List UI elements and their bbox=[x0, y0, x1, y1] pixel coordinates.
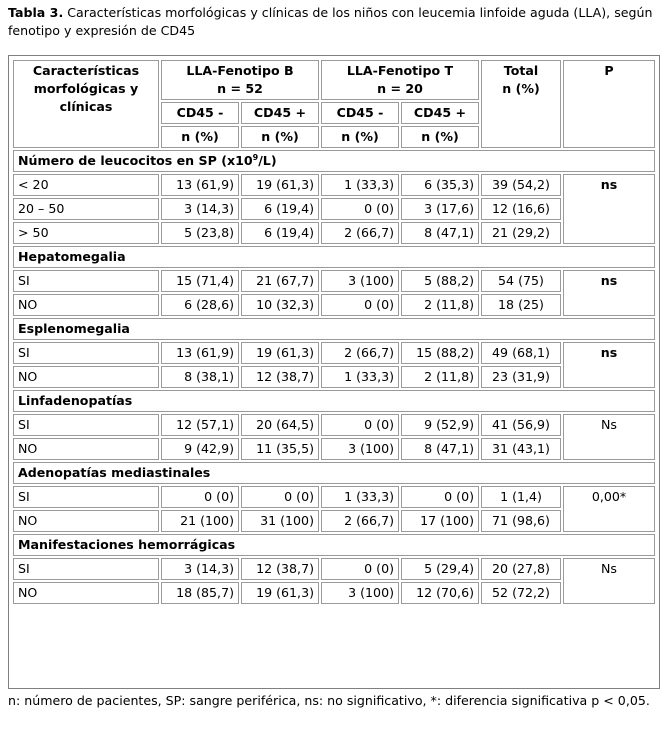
p-value: ns bbox=[563, 270, 655, 316]
section-title bbox=[13, 390, 655, 412]
cell-t-plus: 0 (0) bbox=[401, 486, 479, 508]
cell-b-plus: 21 (67,7) bbox=[241, 270, 319, 292]
p-value: Ns bbox=[563, 414, 655, 460]
cell-b-minus: 6 (28,6) bbox=[161, 294, 239, 316]
cell-t-plus: 9 (52,9) bbox=[401, 414, 479, 436]
header-p: P bbox=[563, 60, 655, 148]
header-group-b-title: LLA-Fenotipo B bbox=[186, 63, 294, 78]
cell-t-plus: 6 (35,3) bbox=[401, 174, 479, 196]
section-title bbox=[13, 534, 655, 556]
cell-b-minus: 9 (42,9) bbox=[161, 438, 239, 460]
section-header-row bbox=[13, 150, 655, 172]
section-title-text: Número de leucocitos en SP (x10 bbox=[18, 153, 253, 168]
cell-total: 41 (56,9) bbox=[481, 414, 561, 436]
table-row bbox=[13, 198, 655, 220]
row-label: NO bbox=[13, 582, 159, 604]
table-row bbox=[13, 414, 655, 436]
cell-total: 49 (68,1) bbox=[481, 342, 561, 364]
table-row bbox=[13, 438, 655, 460]
row-label: 20 – 50 bbox=[13, 198, 159, 220]
header-group-t-n: n = 20 bbox=[377, 81, 423, 96]
header-t-plus-unit: n (%) bbox=[401, 126, 479, 148]
row-label: < 20 bbox=[13, 174, 159, 196]
row-label: SI bbox=[13, 414, 159, 436]
cell-t-plus: 2 (11,8) bbox=[401, 366, 479, 388]
cell-b-minus: 13 (61,9) bbox=[161, 342, 239, 364]
header-b-plus-unit: n (%) bbox=[241, 126, 319, 148]
header-b-cd45-minus: CD45 - bbox=[161, 102, 239, 124]
cell-b-plus: 6 (19,4) bbox=[241, 198, 319, 220]
cell-t-minus: 2 (66,7) bbox=[321, 510, 399, 532]
p-value: ns bbox=[563, 174, 655, 244]
caption-label: Tabla 3. bbox=[8, 5, 64, 20]
table-frame bbox=[8, 55, 660, 689]
p-value: ns bbox=[563, 342, 655, 388]
header-group-t bbox=[321, 60, 479, 100]
cell-t-minus: 3 (100) bbox=[321, 438, 399, 460]
cell-t-plus: 5 (88,2) bbox=[401, 270, 479, 292]
header-total-title: Total bbox=[503, 63, 539, 78]
cell-t-minus: 2 (66,7) bbox=[321, 342, 399, 364]
cell-b-plus: 31 (100) bbox=[241, 510, 319, 532]
row-label: NO bbox=[13, 366, 159, 388]
row-label: NO bbox=[13, 294, 159, 316]
cell-b-minus: 5 (23,8) bbox=[161, 222, 239, 244]
row-label: SI bbox=[13, 486, 159, 508]
cell-b-plus: 19 (61,3) bbox=[241, 342, 319, 364]
cell-total: 12 (16,6) bbox=[481, 198, 561, 220]
row-label: SI bbox=[13, 270, 159, 292]
cell-t-minus: 1 (33,3) bbox=[321, 174, 399, 196]
cell-t-plus: 15 (88,2) bbox=[401, 342, 479, 364]
cell-total: 71 (98,6) bbox=[481, 510, 561, 532]
cell-b-minus: 21 (100) bbox=[161, 510, 239, 532]
cell-t-plus: 17 (100) bbox=[401, 510, 479, 532]
cell-b-minus: 3 (14,3) bbox=[161, 198, 239, 220]
cell-b-plus: 12 (38,7) bbox=[241, 366, 319, 388]
p-value: Ns bbox=[563, 558, 655, 604]
header-b-minus-unit: n (%) bbox=[161, 126, 239, 148]
cell-t-minus: 1 (33,3) bbox=[321, 366, 399, 388]
table-row bbox=[13, 486, 655, 508]
table-body bbox=[13, 150, 655, 604]
cell-b-plus: 20 (64,5) bbox=[241, 414, 319, 436]
cell-total: 31 (43,1) bbox=[481, 438, 561, 460]
section-title-text: Adenopatías mediastinales bbox=[18, 465, 211, 480]
cell-b-plus: 10 (32,3) bbox=[241, 294, 319, 316]
cell-b-plus: 0 (0) bbox=[241, 486, 319, 508]
header-characteristics: Características morfológicas y clínicas bbox=[13, 60, 159, 148]
section-title-text: Esplenomegalia bbox=[18, 321, 130, 336]
header-b-cd45-plus: CD45 + bbox=[241, 102, 319, 124]
table-row bbox=[13, 174, 655, 196]
header-t-cd45-plus: CD45 + bbox=[401, 102, 479, 124]
cell-b-minus: 8 (38,1) bbox=[161, 366, 239, 388]
section-header-row bbox=[13, 462, 655, 484]
section-title bbox=[13, 150, 655, 172]
cell-b-plus: 19 (61,3) bbox=[241, 582, 319, 604]
table-row bbox=[13, 342, 655, 364]
cell-total: 52 (72,2) bbox=[481, 582, 561, 604]
cell-t-plus: 12 (70,6) bbox=[401, 582, 479, 604]
row-label: SI bbox=[13, 342, 159, 364]
table-row bbox=[13, 270, 655, 292]
header-total bbox=[481, 60, 561, 148]
cell-t-minus: 0 (0) bbox=[321, 414, 399, 436]
table-row bbox=[13, 510, 655, 532]
cell-total: 23 (31,9) bbox=[481, 366, 561, 388]
row-label: NO bbox=[13, 438, 159, 460]
section-title-text: Manifestaciones hemorrágicas bbox=[18, 537, 236, 552]
table-row bbox=[13, 222, 655, 244]
cell-t-minus: 2 (66,7) bbox=[321, 222, 399, 244]
section-title-text: Linfadenopatías bbox=[18, 393, 133, 408]
cell-t-plus: 8 (47,1) bbox=[401, 222, 479, 244]
header-group-b-n: n = 52 bbox=[217, 81, 263, 96]
cell-t-minus: 0 (0) bbox=[321, 294, 399, 316]
section-header-row bbox=[13, 246, 655, 268]
cell-t-minus: 3 (100) bbox=[321, 270, 399, 292]
cell-total: 1 (1,4) bbox=[481, 486, 561, 508]
table-row bbox=[13, 582, 655, 604]
section-header-row bbox=[13, 534, 655, 556]
cell-b-minus: 15 (71,4) bbox=[161, 270, 239, 292]
section-title-text: Hepatomegalia bbox=[18, 249, 126, 264]
header-total-unit: n (%) bbox=[502, 81, 540, 96]
cell-b-plus: 19 (61,3) bbox=[241, 174, 319, 196]
header-group-b bbox=[161, 60, 319, 100]
cell-b-minus: 0 (0) bbox=[161, 486, 239, 508]
cell-b-plus: 6 (19,4) bbox=[241, 222, 319, 244]
cell-t-plus: 5 (29,4) bbox=[401, 558, 479, 580]
table-row bbox=[13, 366, 655, 388]
cell-t-minus: 3 (100) bbox=[321, 582, 399, 604]
cell-t-minus: 0 (0) bbox=[321, 198, 399, 220]
cell-t-plus: 2 (11,8) bbox=[401, 294, 479, 316]
cell-t-plus: 3 (17,6) bbox=[401, 198, 479, 220]
cell-total: 39 (54,2) bbox=[481, 174, 561, 196]
header-group-t-title: LLA-Fenotipo T bbox=[346, 63, 454, 78]
header-t-cd45-minus: CD45 - bbox=[321, 102, 399, 124]
cell-total: 18 (25) bbox=[481, 294, 561, 316]
p-value: 0,00* bbox=[563, 486, 655, 532]
cell-total: 21 (29,2) bbox=[481, 222, 561, 244]
cell-b-minus: 18 (85,7) bbox=[161, 582, 239, 604]
row-label: SI bbox=[13, 558, 159, 580]
cell-t-minus: 0 (0) bbox=[321, 558, 399, 580]
section-header-row bbox=[13, 390, 655, 412]
cell-b-minus: 3 (14,3) bbox=[161, 558, 239, 580]
table-caption bbox=[8, 4, 658, 40]
section-title bbox=[13, 318, 655, 340]
row-label: > 50 bbox=[13, 222, 159, 244]
cell-b-plus: 12 (38,7) bbox=[241, 558, 319, 580]
section-title-superscript: 9 bbox=[252, 152, 259, 162]
cell-b-plus: 11 (35,5) bbox=[241, 438, 319, 460]
cell-total: 20 (27,8) bbox=[481, 558, 561, 580]
caption-text: Características morfológicas y clínicas de los niños con leucemia linfoide aguda (LLA), según fenotipo y expresión de CD45 bbox=[8, 5, 653, 38]
data-table bbox=[11, 58, 657, 606]
table-footnote: n: número de pacientes, SP: sangre periférica, ns: no significativo, *: diferencia significativa p < 0,05. bbox=[8, 693, 650, 708]
section-title bbox=[13, 462, 655, 484]
cell-t-minus: 1 (33,3) bbox=[321, 486, 399, 508]
section-header-row bbox=[13, 318, 655, 340]
header-t-minus-unit: n (%) bbox=[321, 126, 399, 148]
table-row bbox=[13, 294, 655, 316]
cell-b-minus: 13 (61,9) bbox=[161, 174, 239, 196]
section-title bbox=[13, 246, 655, 268]
table-row bbox=[13, 558, 655, 580]
section-title-suffix: /L) bbox=[258, 153, 277, 168]
cell-t-plus: 8 (47,1) bbox=[401, 438, 479, 460]
row-label: NO bbox=[13, 510, 159, 532]
cell-b-minus: 12 (57,1) bbox=[161, 414, 239, 436]
cell-total: 54 (75) bbox=[481, 270, 561, 292]
